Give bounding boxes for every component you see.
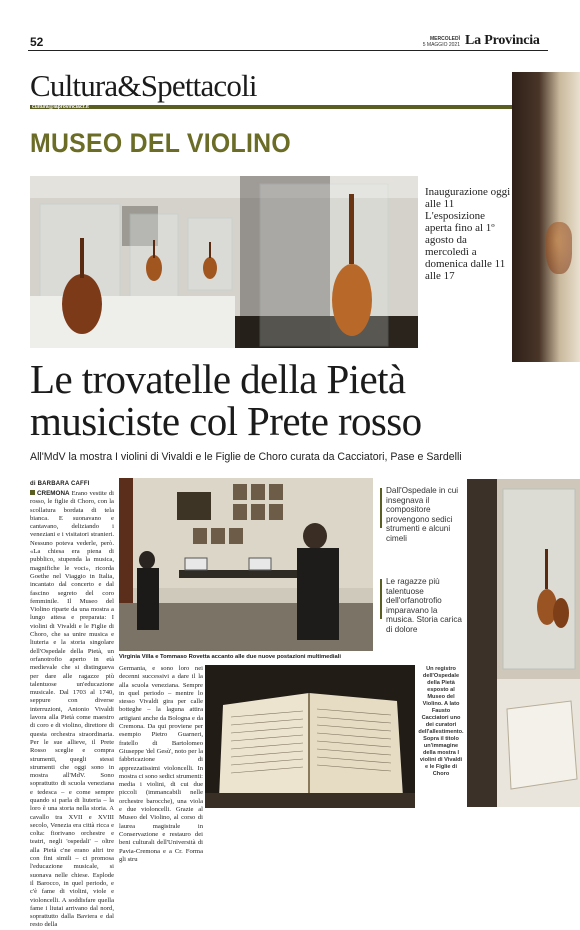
curator-photo [467,479,580,807]
room-photo-caption: Virginia Villa e Tommaso Rovetta accanto alle due nuove postazioni multimediali [119,654,341,660]
pull-quote-1: Dall'Ospedale in cui insegnava il compositore provengono sedici strumenti e alcuni cimeli [386,486,466,544]
kicker: MUSEO DEL VIOLINO [30,128,291,158]
section-rule [30,105,512,109]
masthead: La Provincia [465,33,540,48]
subhead: All'MdV la mostra I violini di Vivaldi e le Figlie de Choro curata da Cacciatori, Pase e Sardelli [30,451,462,463]
info-box: Inaugurazione oggi alle 11 L'esposizione aperta fino al 1º agosto da mercoledì a domenica dalle 11 alle 17 [425,186,511,282]
section-ampersand: & [117,68,141,103]
pull-quote-2: Le ragazze più talentuose dell'orfanotrofio imparavano la musica. Storia carica di dolore [386,577,466,635]
issue-weekday: MERCOLEDÌ [430,36,460,42]
headline-line-2: musiciste col Prete rosso [30,398,422,444]
section-title [30,69,257,103]
book-photo-caption: Un registro dell'Ospedale della Pietà esposto al Museo del Violino. A lato Fausto Cacciatori uno dei curatori dell'allestimento. Sopra il titolo un'immagine della mostra I violini di Vivaldi e le Figlie di Choro [418,666,464,777]
curator-illustration [467,479,580,807]
exhibition-photo [30,176,418,348]
section-title-right: Spettacoli [140,68,257,103]
issue-date [402,36,460,48]
section-email[interactable]: cultura@laprovinciacr.it [32,104,89,110]
headline-line-1: Le trovatelle della Pietà [30,356,406,402]
header-rule [28,50,548,51]
page-number: 52 [30,35,44,49]
byline: di BARBARA CAFFI [30,481,90,487]
article-column-2: Germania, e sono loro nei decenni successivi a dare il la alla scuola veneziana. Sempre in quel periodo – mentre lo stesso Vivaldi gira per calle botteghe – la laguna attira artigiani anche da Bologna e da Cremona. Da qui proviene per esempio Pietro Guarneri, fratello di Bartolomeo Giuseppe 'del Gesù', noto per la fabbricazione di apprezzatissimi violoncelli. In mostra ci sono sedici strumenti: media i violini, di cui due piccoli (immancabili nelle orchestre barocche), una viola e due violoncelli. Grazie al Museo del Violino, al corso di laurea magistrale in Conservazione e restauro dei beni culturali dell'Università di Pavia-Cremona e a Cr. Forma gli stru [119,665,203,863]
article-text-1: Erano vestite di rosso, le figlie di Choro, con la scollatura bordata di tela bianca. E suonavano e cantavano, deliziando i veneziani e i visitatori stranieri. Nessuno poteva vederle, però. «La chiesa era piena di pubblico, stupenda la musica, magnifiche le voci», ricorda Goethe nel Viaggio in Italia, incantato dal concerto e dal fascino segreto del coro femminile. Il Museo del Violino riparte da una mostra a lungo attesa e preparata: I violini di Vivaldi e le Figlie di Choro, che sa unire musica e liuteria e la storia singolare dell'Ospedale della Pietà, un orfanotrofio aperto in età medievale che si distingueva per dare alle ragazze più talentuose un'educazione musicale. Dal 1703 al 1740, seppure con diverse interruzioni, Antonio Vivaldi lavora alla Pietà come maestro di coro e di violino, direttore di questa orchestra straordinaria. Per le sue allieve, il Prete Rosso sceglie e compra strumenti, quegli stessi strumenti che oggi sono in mostra all'MdV. Sono soprattutto di scuola veneziana e tedesca – e come sempre quando si parla di liuteria – la loro è una storia nella storia. A cavallo tra XVII e XVIII secolo, Venezia era città ricca e colta: fiorivano orchestre e teatri, negli 'ospedali' – oltre alla Pietà c'ne erano altri tre con fini simili – ci promosa l'educazione musicale, si suonava nelle chiese. Esplode il Barocco, in quel periodo, e c'è fame di violini, viole e violoncelli. A soddisfare quella fame i liutai arrivano dal nord, soprattutto dalla Baviera e dal resto della [30,490,114,929]
side-photo-top [512,72,580,362]
gallery-room-illustration [119,478,373,651]
article-column-1 [30,490,114,929]
headline [30,358,550,442]
section-title-left: Cultura [30,68,118,103]
register-book-illustration [205,665,415,808]
register-book-photo [205,665,415,808]
exhibition-illustration [30,176,418,348]
article-city: CREMONA [30,490,70,497]
issue-date-text: 5 MAGGIO 2021 [422,42,460,48]
gallery-room-photo [119,478,373,651]
